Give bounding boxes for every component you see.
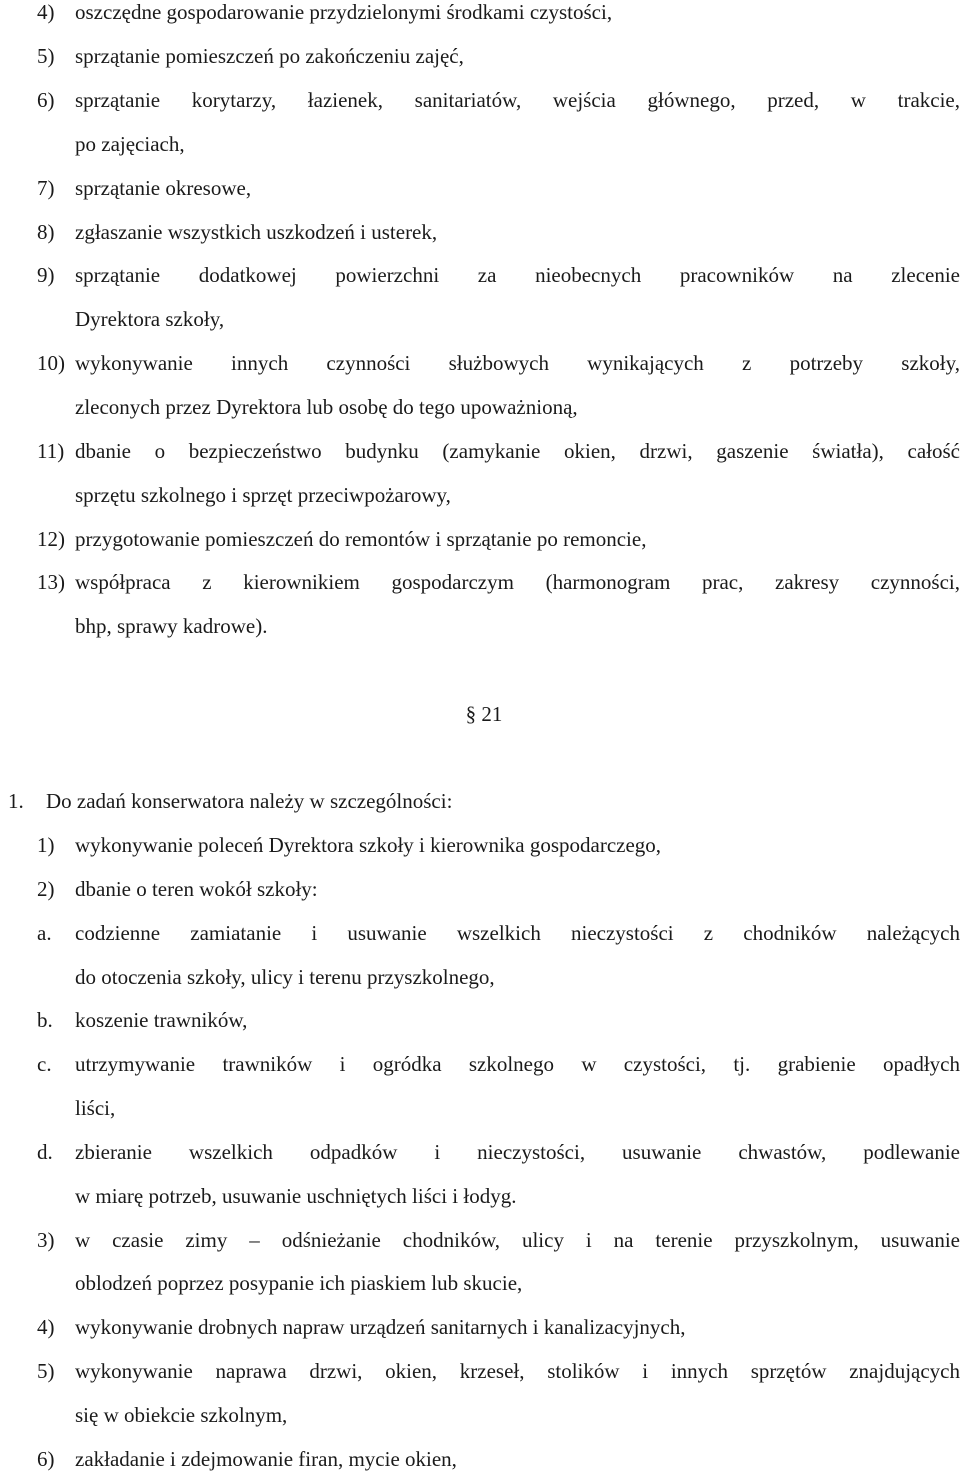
- list-item-number: b.: [37, 1008, 53, 1032]
- list-item: [0, 1218, 960, 1262]
- list-item-text: wykonywanie drobnych napraw urządzeń sanitarnych i kanalizacyjnych,: [75, 1315, 686, 1339]
- list-item-continuation: [0, 955, 960, 999]
- list-item-text: wykonywanie poleceń Dyrektora szkoły i kierownika gospodarczego,: [75, 833, 662, 857]
- list-item: [0, 78, 960, 122]
- list-item-text: zleconych przez Dyrektora lub osobę do tego upoważnioną,: [75, 395, 578, 419]
- list-item-number: 5): [37, 1359, 55, 1383]
- section-number: 21: [481, 702, 503, 726]
- list-item-number: 6): [37, 1447, 55, 1471]
- list-item-continuation: [0, 1261, 960, 1305]
- list-item: [0, 517, 960, 561]
- paragraph-text: Do zadań konserwatora należy w szczególności:: [46, 789, 453, 813]
- list-item-continuation: [0, 385, 960, 429]
- list-item: [0, 1042, 960, 1086]
- list-item-number: 8): [37, 220, 55, 244]
- section-sign: §: [465, 702, 477, 726]
- list-item-text: oszczędne gospodarowanie przydzielonymi środkami czystości,: [75, 0, 613, 24]
- list-item-number: 4): [37, 1315, 55, 1339]
- list-item-text: w czasie zimy – odśnieżanie chodników, ulicy i na terenie przyszkolnym, usuwanie: [75, 1228, 960, 1252]
- list-item-text: sprzętu szkolnego i sprzęt przeciwpożarowy,: [75, 483, 451, 507]
- list-item-continuation: [0, 604, 960, 648]
- list-item-number: 10): [37, 351, 65, 375]
- list-item-number: 9): [37, 263, 55, 287]
- section-heading: [0, 692, 960, 736]
- list-item: [0, 1130, 960, 1174]
- list-item-continuation: [0, 1086, 960, 1130]
- list-item-number: 6): [37, 88, 55, 112]
- list-item-text: się w obiekcie szkolnym,: [75, 1403, 288, 1427]
- list-item-text: sprzątanie korytarzy, łazienek, sanitariatów, wejścia głównego, przed, w trakcie,: [75, 88, 960, 112]
- list-item-number: c.: [37, 1052, 52, 1076]
- list-item: [0, 0, 960, 34]
- list-item-text: sprzątanie dodatkowej powierzchni za nieobecnych pracowników na zlecenie: [75, 263, 960, 287]
- list-item: [0, 1349, 960, 1393]
- list-item-number: 2): [37, 877, 55, 901]
- list-item-text: dbanie o bezpieczeństwo budynku (zamykanie okien, drzwi, gaszenie światła), całość: [75, 439, 960, 463]
- list-item-text: oblodzeń poprzez posypanie ich piaskiem lub skucie,: [75, 1271, 523, 1295]
- list-item-text: przygotowanie pomieszczeń do remontów i sprzątanie po remoncie,: [75, 527, 647, 551]
- list-item-continuation: [0, 1393, 960, 1437]
- list-item-text: Dyrektora szkoły,: [75, 307, 225, 331]
- list-item: [0, 429, 960, 473]
- list-item-text: sprzątanie okresowe,: [75, 176, 252, 200]
- list-item-text: po zajęciach,: [75, 132, 185, 156]
- list-item-number: d.: [37, 1140, 53, 1164]
- list-item-continuation: [0, 297, 960, 341]
- list-item: [0, 1305, 960, 1349]
- list-item-continuation: [0, 122, 960, 166]
- list-item: [0, 1437, 960, 1481]
- list-item: [0, 998, 960, 1042]
- list-item: [0, 210, 960, 254]
- list-item-number: 4): [37, 0, 55, 24]
- list-item: [0, 823, 960, 867]
- list-item-continuation: [0, 473, 960, 517]
- list-item: [0, 911, 960, 955]
- list-item-text: sprzątanie pomieszczeń po zakończeniu zajęć,: [75, 44, 464, 68]
- list-item-text: bhp, sprawy kadrowe).: [75, 614, 268, 638]
- list-item-text: w miarę potrzeb, usuwanie uschniętych liści i łodyg.: [75, 1184, 517, 1208]
- list-item-text: do otoczenia szkoły, ulicy i terenu przyszkolnego,: [75, 965, 495, 989]
- list-item-text: liści,: [75, 1096, 116, 1120]
- list-item-number: 5): [37, 44, 55, 68]
- list-item-number: 1): [37, 833, 55, 857]
- list-item-continuation: [0, 1174, 960, 1218]
- list-item-text: utrzymywanie trawników i ogródka szkolnego w czystości, tj. grabienie opadłych: [75, 1052, 960, 1076]
- list-item-text: zgłaszanie wszystkich uszkodzeń i usterek,: [75, 220, 438, 244]
- list-item-number: 13): [37, 570, 65, 594]
- list-item-text: dbanie o teren wokół szkoły:: [75, 877, 318, 901]
- list-item-text: codzienne zamiatanie i usuwanie wszelkich nieczystości z chodników należących: [75, 921, 960, 945]
- list-item-number: a.: [37, 921, 52, 945]
- list-item-number: 3): [37, 1228, 55, 1252]
- list-item: [0, 341, 960, 385]
- list-item: [0, 166, 960, 210]
- numbered-paragraph: [0, 779, 960, 823]
- list-item-text: wykonywanie naprawa drzwi, okien, krzeseł, stolików i innych sprzętów znajdujących: [75, 1359, 960, 1383]
- list-item-text: wykonywanie innych czynności służbowych wynikających z potrzeby szkoły,: [75, 351, 960, 375]
- list-item-number: 11): [37, 439, 65, 463]
- list-item-number: 7): [37, 176, 55, 200]
- list-item: [0, 34, 960, 78]
- list-item-text: koszenie trawników,: [75, 1008, 248, 1032]
- list-item: [0, 560, 960, 604]
- list-item-number: 12): [37, 527, 65, 551]
- list-item-text: współpraca z kierownikiem gospodarczym (harmonogram prac, zakresy czynności,: [75, 570, 960, 594]
- list-item-text: zbieranie wszelkich odpadków i nieczystości, usuwanie chwastów, podlewanie: [75, 1140, 960, 1164]
- paragraph-number: 1.: [8, 789, 24, 813]
- list-item-text: zakładanie i zdejmowanie firan, mycie okien,: [75, 1447, 457, 1471]
- list-item: [0, 867, 960, 911]
- list-item: [0, 253, 960, 297]
